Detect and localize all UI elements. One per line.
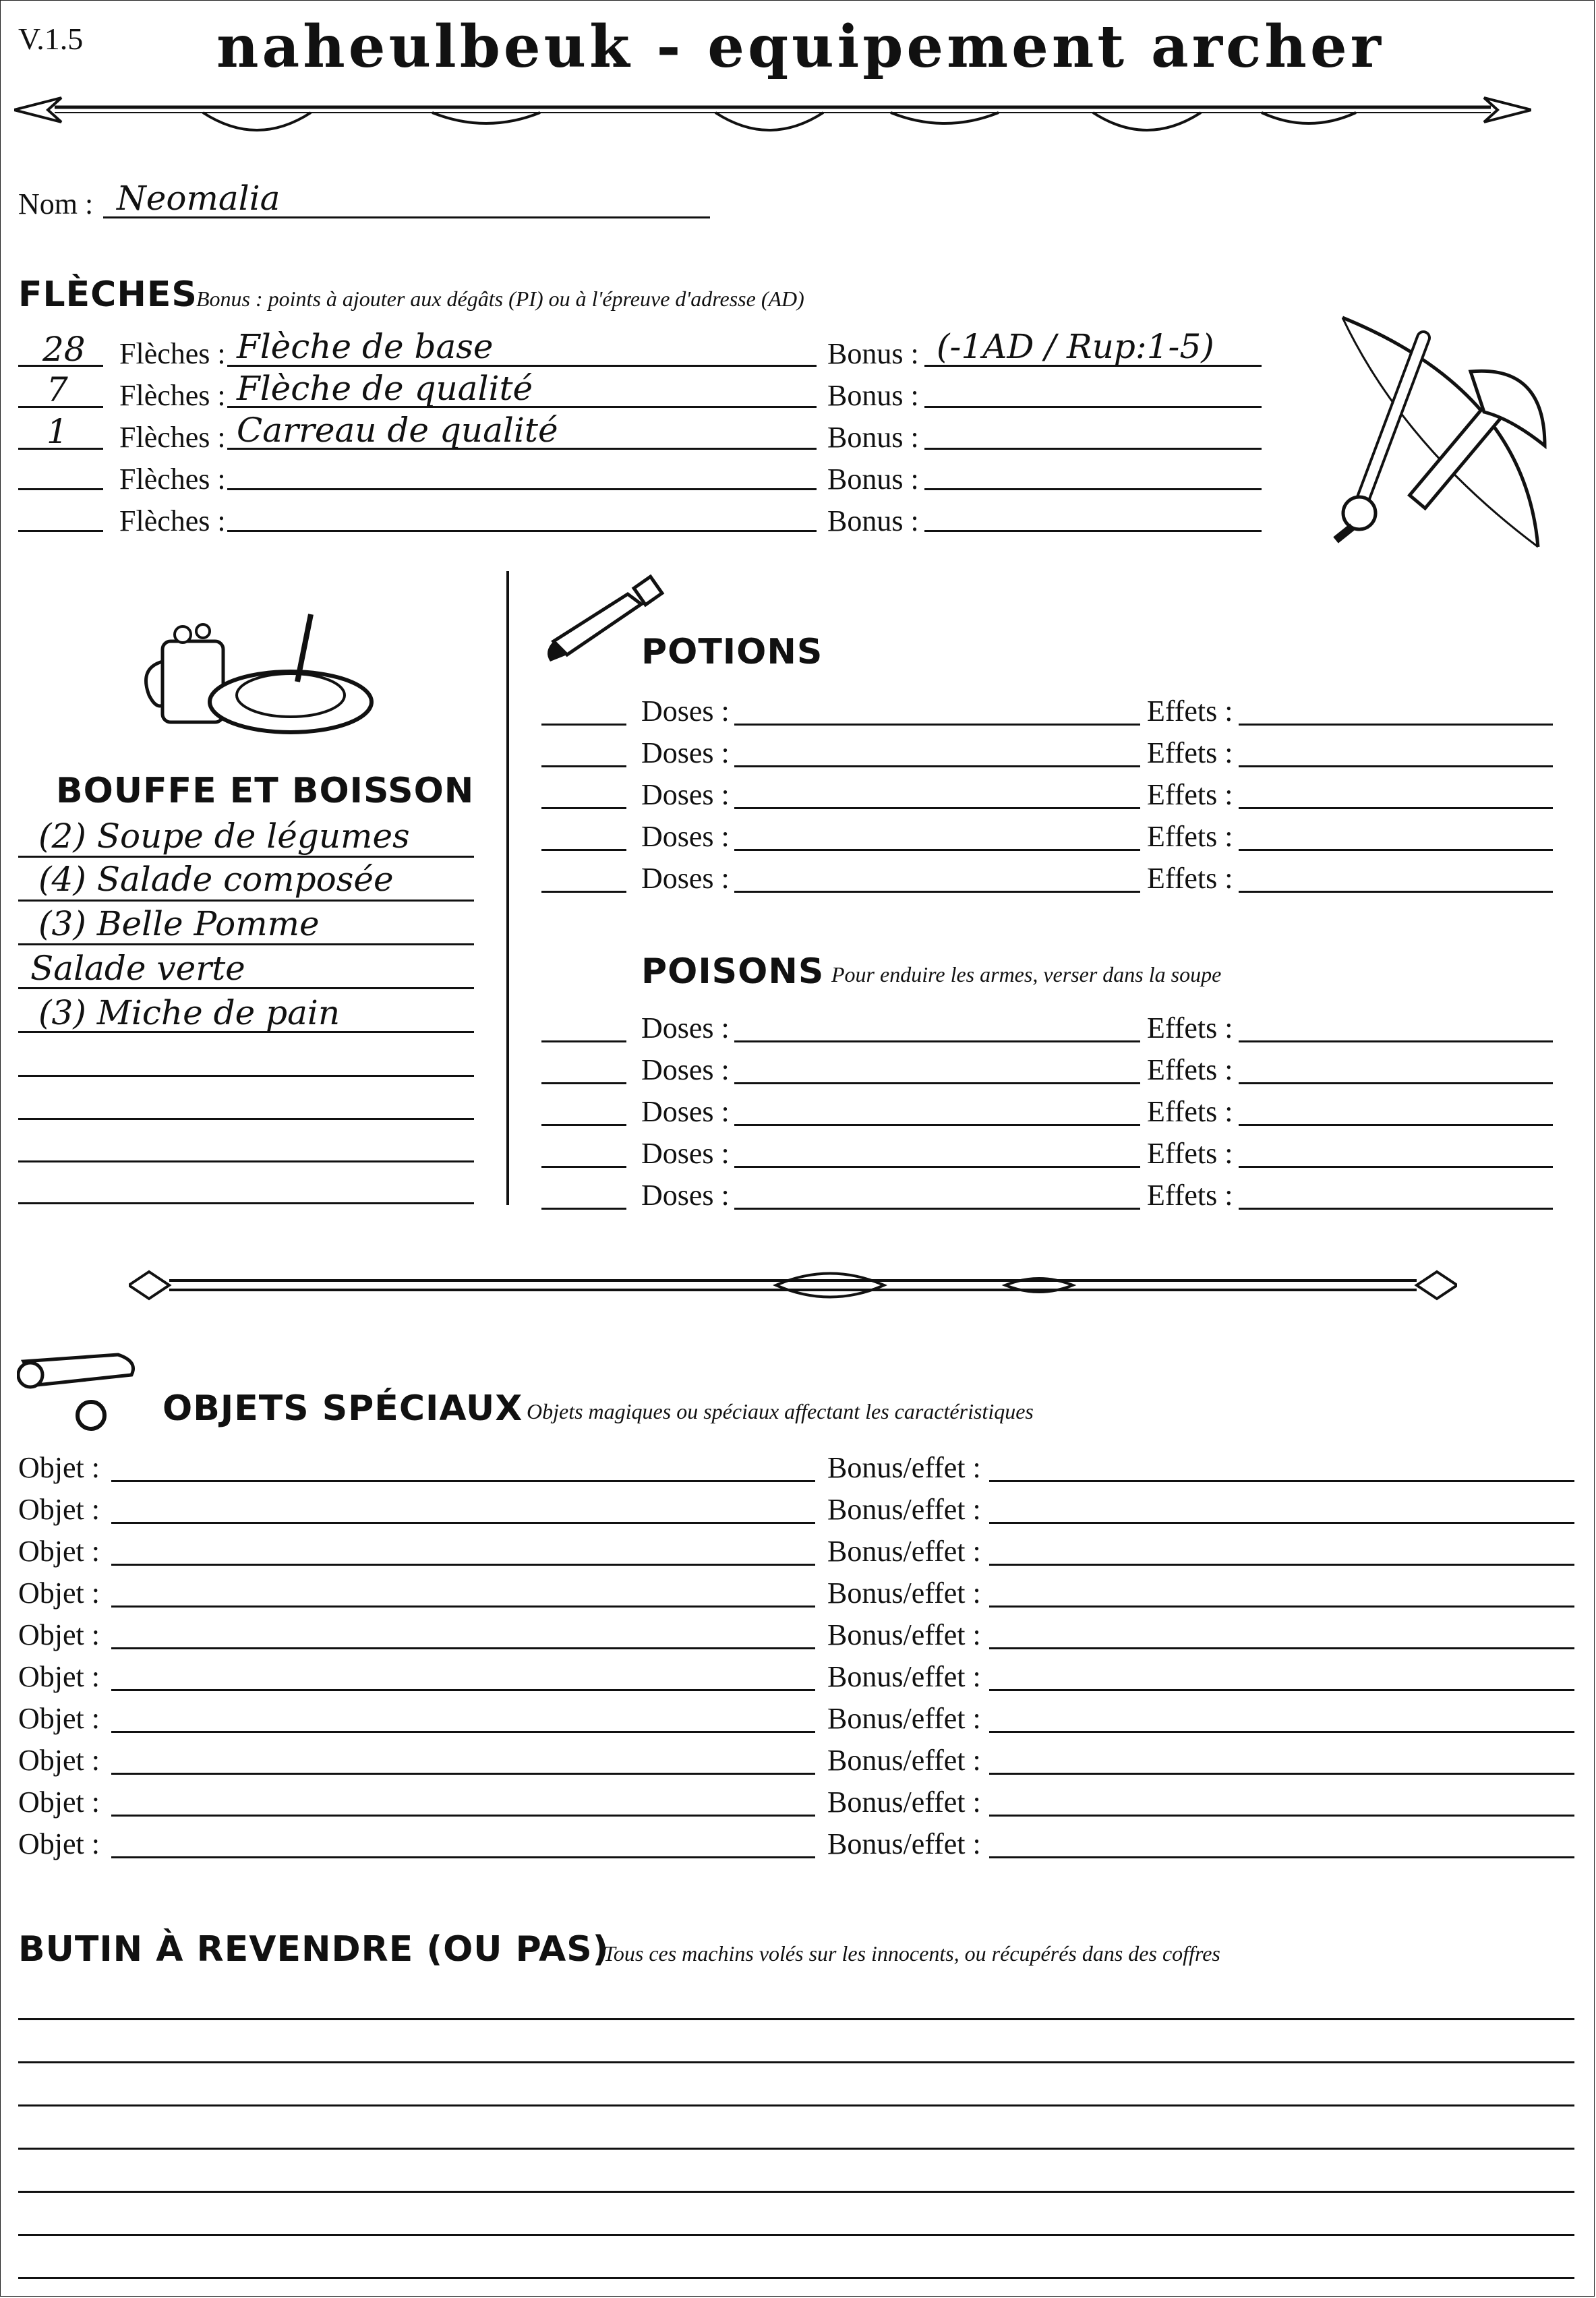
fleches-note: Bonus : points à ajouter aux dégâts (PI) ou à l'épreuve d'adresse (AD) [196, 287, 804, 311]
fleche-name[interactable]: Flèche de base [237, 327, 494, 366]
objets-note: Objets magiques ou spéciaux affectant les caractéristiques [527, 1399, 1034, 1423]
objet-label: Objet : [18, 1451, 100, 1484]
poison-doses-line[interactable] [734, 1040, 1140, 1042]
potion-effets-line[interactable] [1239, 849, 1553, 851]
fleche-count[interactable]: 1 [47, 412, 68, 451]
butin-line[interactable] [18, 2191, 1574, 2193]
doses-label: Doses : [641, 1011, 730, 1044]
fleche-bonus-label: Bonus : [827, 504, 919, 537]
bouffe-empty-line[interactable] [18, 1118, 474, 1120]
poison-effets-line[interactable] [1239, 1082, 1553, 1084]
fleche-label: Flèches : [119, 421, 226, 454]
poison-count-line[interactable] [541, 1208, 626, 1210]
effets-label: Effets : [1147, 820, 1233, 853]
poison-count-line[interactable] [541, 1082, 626, 1084]
bouffe-item[interactable]: Salade verte [30, 949, 245, 988]
version-label: V.1.5 [18, 22, 84, 56]
doses-label: Doses : [641, 1179, 730, 1212]
doses-label: Doses : [641, 1095, 730, 1128]
bouffe-item[interactable]: (3) Miche de pain [38, 993, 341, 1032]
objet-label: Objet : [18, 1493, 100, 1526]
page-title: naheulbeuk - equipement archer [216, 13, 1384, 81]
bonus-effet-label: Bonus/effet : [827, 1577, 981, 1610]
bonus-effet-line[interactable] [989, 1480, 1574, 1482]
poisons-note: Pour enduire les armes, verser dans la soupe [831, 962, 1222, 986]
bouffe-empty-line[interactable] [18, 1202, 474, 1204]
butin-line[interactable] [18, 2277, 1574, 2279]
poison-count-line[interactable] [541, 1040, 626, 1042]
bouffe-empty-line[interactable] [18, 1075, 474, 1077]
potion-doses-line[interactable] [734, 807, 1140, 809]
potion-count-line[interactable] [541, 765, 626, 767]
butin-heading: BUTIN À REVENDRE (OU PAS) [18, 1929, 610, 1970]
butin-note: Tous ces machins volés sur les innocents, ou récupérés dans des coffres [603, 1941, 1220, 1966]
arrow-divider-icon [14, 87, 1531, 148]
poison-effets-line[interactable] [1239, 1166, 1553, 1168]
potion-doses-line[interactable] [734, 724, 1140, 726]
poison-doses-line[interactable] [734, 1082, 1140, 1084]
objet-line[interactable] [111, 1815, 815, 1817]
fleche-bonus-label: Bonus : [827, 337, 919, 370]
bonus-effet-label: Bonus/effet : [827, 1618, 981, 1651]
nom-value[interactable]: Neomalia [117, 179, 280, 218]
fleche-bonus[interactable]: (-1AD / Rup:1-5) [937, 327, 1214, 366]
bonus-effet-label: Bonus/effet : [827, 1493, 981, 1526]
nom-label: Nom : [18, 187, 94, 220]
potions-heading: POTIONS [641, 632, 823, 672]
potion-doses-line[interactable] [734, 765, 1140, 767]
objet-label: Objet : [18, 1744, 100, 1777]
crossed-weapons-icon [1322, 311, 1572, 554]
objet-label: Objet : [18, 1618, 100, 1651]
poison-doses-line[interactable] [734, 1166, 1140, 1168]
objet-line[interactable] [111, 1689, 815, 1691]
fleche-label: Flèches : [119, 379, 226, 412]
objet-label: Objet : [18, 1660, 100, 1693]
bonus-effet-label: Bonus/effet : [827, 1702, 981, 1735]
potion-effets-line[interactable] [1239, 807, 1553, 809]
objet-label: Objet : [18, 1786, 100, 1819]
bonus-effet-line[interactable] [989, 1731, 1574, 1733]
fleche-count[interactable]: 28 [42, 330, 86, 369]
potion-doses-line[interactable] [734, 891, 1140, 893]
fleche-name[interactable]: Carreau de qualité [237, 411, 558, 450]
poison-doses-line[interactable] [734, 1208, 1140, 1210]
effets-label: Effets : [1147, 1137, 1233, 1170]
potion-effets-line[interactable] [1239, 724, 1553, 726]
bonus-effet-line[interactable] [989, 1856, 1574, 1858]
butin-line[interactable] [18, 2104, 1574, 2106]
potion-count-line[interactable] [541, 807, 626, 809]
poison-count-line[interactable] [541, 1124, 626, 1126]
butin-line[interactable] [18, 2148, 1574, 2150]
poison-doses-line[interactable] [734, 1124, 1140, 1126]
bouffe-item[interactable]: (3) Belle Pomme [38, 904, 320, 943]
potion-count-line[interactable] [541, 849, 626, 851]
fleche-bonus-label: Bonus : [827, 379, 919, 412]
fleche-label: Flèches : [119, 463, 226, 496]
effets-label: Effets : [1147, 1095, 1233, 1128]
fleche-name[interactable]: Flèche de qualité [237, 369, 533, 408]
fleche-label: Flèches : [119, 337, 226, 370]
fleche-bonus-label: Bonus : [827, 463, 919, 496]
poison-effets-line[interactable] [1239, 1208, 1553, 1210]
bonus-effet-line[interactable] [989, 1647, 1574, 1649]
poisons-heading: POISONS [641, 951, 825, 992]
bonus-effet-label: Bonus/effet : [827, 1660, 981, 1693]
bonus-effet-label: Bonus/effet : [827, 1451, 981, 1484]
fleche-label: Flèches : [119, 504, 226, 537]
nom-line [103, 216, 710, 218]
effets-label: Effets : [1147, 862, 1233, 895]
objet-label: Objet : [18, 1702, 100, 1735]
potion-doses-line[interactable] [734, 849, 1140, 851]
objet-line[interactable] [111, 1773, 815, 1775]
objet-label: Objet : [18, 1827, 100, 1860]
bonus-effet-label: Bonus/effet : [827, 1786, 981, 1819]
objet-label: Objet : [18, 1535, 100, 1568]
potion-effets-line[interactable] [1239, 891, 1553, 893]
doses-label: Doses : [641, 1137, 730, 1170]
potion-count-line[interactable] [541, 891, 626, 893]
bouffe-item[interactable]: (2) Soupe de légumes [38, 817, 410, 856]
objet-line[interactable] [111, 1605, 815, 1608]
effets-label: Effets : [1147, 1011, 1233, 1044]
doses-label: Doses : [641, 778, 730, 811]
bonus-effet-line[interactable] [989, 1605, 1574, 1608]
bonus-effet-line[interactable] [989, 1689, 1574, 1691]
bonus-effet-line[interactable] [989, 1564, 1574, 1566]
bonus-effet-line[interactable] [989, 1815, 1574, 1817]
effets-label: Effets : [1147, 695, 1233, 728]
objet-line[interactable] [111, 1480, 815, 1482]
doses-label: Doses : [641, 736, 730, 769]
objet-line[interactable] [111, 1856, 815, 1858]
butin-line[interactable] [18, 2234, 1574, 2236]
bouffe-item[interactable]: (4) Salade composée [38, 860, 394, 899]
butin-line[interactable] [18, 2061, 1574, 2063]
doses-label: Doses : [641, 862, 730, 895]
fleches-heading: FLÈCHES [18, 274, 198, 315]
bonus-effet-label: Bonus/effet : [827, 1827, 981, 1860]
objet-line[interactable] [111, 1731, 815, 1733]
bouffe-empty-line[interactable] [18, 1160, 474, 1162]
bonus-effet-label: Bonus/effet : [827, 1535, 981, 1568]
objet-line[interactable] [111, 1522, 815, 1524]
doses-label: Doses : [641, 820, 730, 853]
effets-label: Effets : [1147, 1179, 1233, 1212]
fleche-count[interactable]: 7 [47, 370, 68, 409]
bonus-effet-line[interactable] [989, 1773, 1574, 1775]
doses-label: Doses : [641, 1053, 730, 1086]
objet-line[interactable] [111, 1647, 815, 1649]
scroll-ring-icon [17, 1348, 152, 1436]
objets-heading: OBJETS SPÉCIAUX [162, 1388, 523, 1429]
effets-label: Effets : [1147, 736, 1233, 769]
section-divider [506, 571, 509, 1205]
bonus-effet-line[interactable] [989, 1522, 1574, 1524]
doses-label: Doses : [641, 695, 730, 728]
fleche-bonus-label: Bonus : [827, 421, 919, 454]
food-plate-icon [136, 608, 378, 742]
effets-label: Effets : [1147, 1053, 1233, 1086]
effets-label: Effets : [1147, 778, 1233, 811]
potion-count-line[interactable] [541, 724, 626, 726]
objet-label: Objet : [18, 1577, 100, 1610]
bonus-effet-label: Bonus/effet : [827, 1744, 981, 1777]
poison-count-line[interactable] [541, 1166, 626, 1168]
butin-line[interactable] [18, 2018, 1574, 2020]
objet-line[interactable] [111, 1564, 815, 1566]
bouffe-heading: BOUFFE ET BOISSON [56, 771, 475, 811]
potion-effets-line[interactable] [1239, 765, 1553, 767]
poison-effets-line[interactable] [1239, 1040, 1553, 1042]
staff-divider-icon [129, 1262, 1457, 1309]
poison-effets-line[interactable] [1239, 1124, 1553, 1126]
